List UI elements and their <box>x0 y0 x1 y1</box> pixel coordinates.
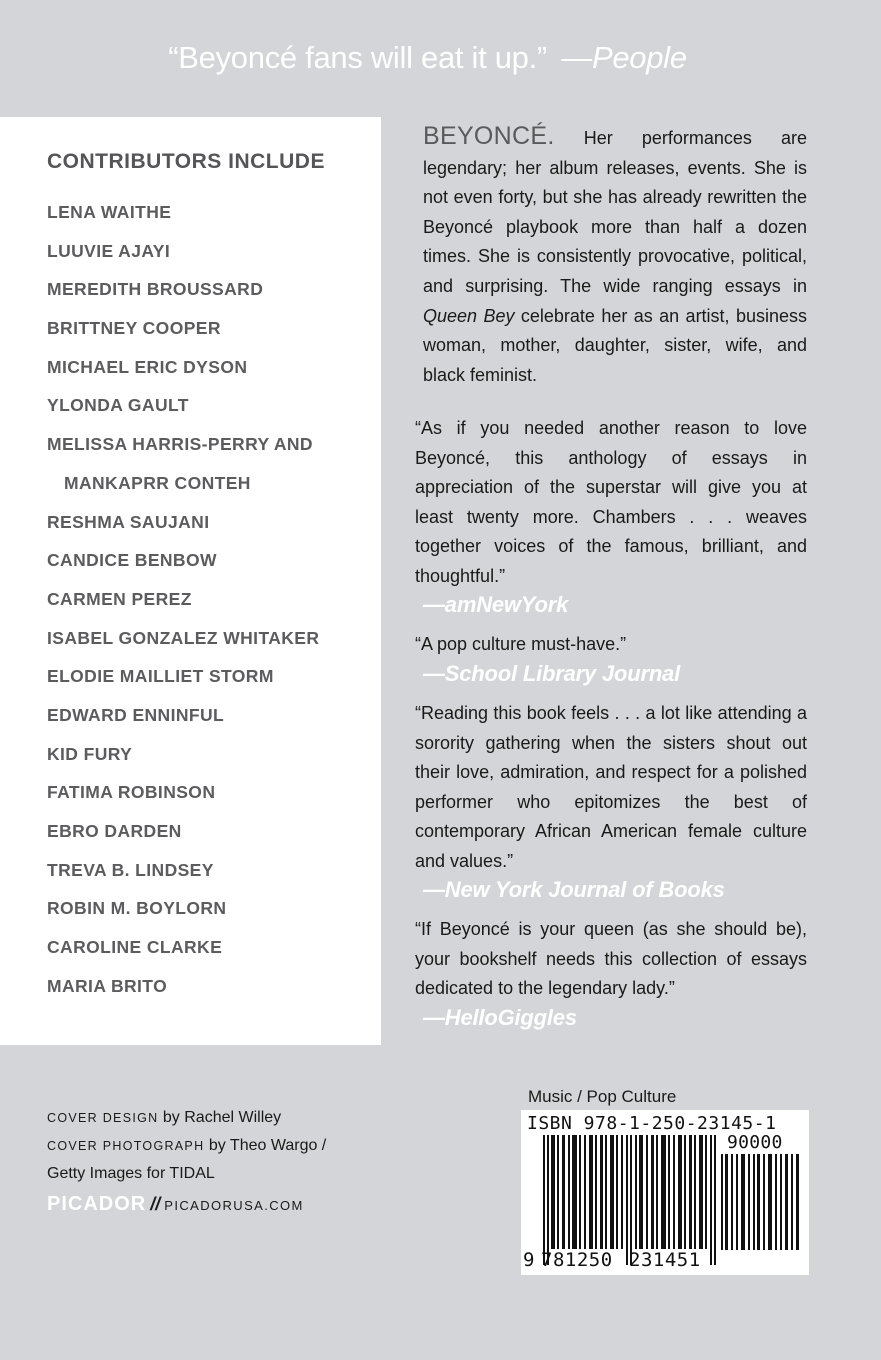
description-block <box>423 122 807 390</box>
review-quote: “A pop culture must-have.” <box>415 634 627 654</box>
review-source: —amNewYork <box>423 592 569 617</box>
isbn-text: ISBN 978-1-250-23145-1 <box>527 1113 777 1134</box>
publisher-line <box>47 1193 304 1216</box>
description-part-1: Her performances are legendary; her album releases, events. She is not even forty, but she has already rewritten the Beyoncé playbook more than half a dozen times. She is consistently provocative, political, and surprising. The wide ranging essays in <box>423 128 807 296</box>
contributor-name: YLONDA GAULT <box>47 395 189 416</box>
publisher-separator: // <box>150 1194 161 1214</box>
contributor-name: FATIMA ROBINSON <box>47 782 216 803</box>
review-source: —HelloGiggles <box>423 1004 577 1030</box>
contributor-name: KID FURY <box>47 743 133 764</box>
contributor-name: CANDICE BENBOW <box>47 550 217 571</box>
book-category: Music / Pop Culture <box>528 1087 677 1106</box>
cover-photo-label: COVER PHOTOGRAPH <box>47 1139 205 1153</box>
contributor-name: MEREDITH BROUSSARD <box>47 279 264 300</box>
contributor-name: MELISSA HARRIS-PERRY AND <box>47 434 313 455</box>
contributor-name: TREVA B. LINDSEY <box>47 859 214 880</box>
contributor-name: CAROLINE CLARKE <box>47 937 223 958</box>
publisher-name: PICADOR <box>47 1193 147 1215</box>
contributor-name: LENA WAITHE <box>47 202 172 222</box>
ean-right-digits: 231451 <box>629 1249 701 1271</box>
cover-design-value: by Rachel Willey <box>162 1109 282 1126</box>
top-quote <box>0 40 855 76</box>
review-hellogiggles <box>415 915 807 1032</box>
price-code: 90000 <box>727 1132 783 1153</box>
contributors-list <box>47 201 319 1013</box>
contributor-name: MANKAPRR CONTEH <box>64 472 251 493</box>
price-addon-bars <box>719 1154 801 1250</box>
description-lead: BEYONCÉ. <box>423 122 555 150</box>
review-quote: “If Beyoncé is your queen (as she should be), your bookshelf needs this collection of essays dedicated to the legendary lady.” <box>415 919 807 998</box>
contributors-title: CONTRIBUTORS INCLUDE <box>47 150 325 173</box>
review-school-library-journal <box>415 630 807 688</box>
barcode <box>521 1110 809 1275</box>
contributor-name: EBRO DARDEN <box>47 821 182 841</box>
contributor-name: MICHAEL ERIC DYSON <box>47 356 248 377</box>
cover-photo-value: by Theo Wargo / <box>208 1137 327 1154</box>
contributor-name: LUUVIE AJAYI <box>47 240 171 261</box>
book-description <box>423 122 807 390</box>
contributor-name: CARMEN PEREZ <box>47 588 192 609</box>
contributor-name: MARIA BRITO <box>47 975 168 996</box>
review-source: —School Library Journal <box>423 660 681 686</box>
book-title: Queen Bey <box>423 305 515 326</box>
review-quote: “As if you needed another reason to love Beyoncé, this anthology of essays in appreciation of the superstar will give you at least twenty more. Chambers . . . weaves together voices of the famous, brilliant, and thoughtful.” <box>415 418 807 586</box>
contributor-name: ISABEL GONZALEZ WHITAKER <box>47 627 320 648</box>
ean-left-digits: 781250 <box>541 1249 613 1271</box>
contributor-name: ELODIE MAILLIET STORM <box>47 666 274 687</box>
ean-first-digit: 9 <box>523 1249 535 1271</box>
ean-barcode-bars <box>541 1135 719 1265</box>
review-ny-journal-of-books <box>415 699 807 904</box>
top-quote-text: “Beyoncé fans will eat it up.” <box>168 40 547 75</box>
cover-credits <box>47 1104 326 1187</box>
contributors-panel <box>0 117 381 1045</box>
review-amnewyork <box>415 414 807 619</box>
contributor-name: BRITTNEY COOPER <box>47 318 221 339</box>
ean-digits <box>523 1249 713 1271</box>
review-quote: “Reading this book feels . . . a lot like attending a sorority gathering when the sisters shout out their love, admiration, and respect for a polished performer who epitomizes the best of contemporary African American female culture and values.” <box>415 703 807 871</box>
publisher-url: PICADORUSA.COM <box>164 1198 304 1213</box>
contributor-name: RESHMA SAUJANI <box>47 511 210 532</box>
top-quote-source: —People <box>561 40 687 75</box>
contributor-name: EDWARD ENNINFUL <box>47 704 225 725</box>
contributor-name: ROBIN M. BOYLORN <box>47 898 227 919</box>
cover-design-label: COVER DESIGN <box>47 1111 159 1125</box>
description-part-2: celebrate her as an artist, business woman, mother, daughter, sister, wife, and black feminist. <box>423 305 807 385</box>
cover-photo-value-2: Getty Images for TIDAL <box>47 1165 215 1182</box>
review-source: —New York Journal of Books <box>423 877 725 902</box>
